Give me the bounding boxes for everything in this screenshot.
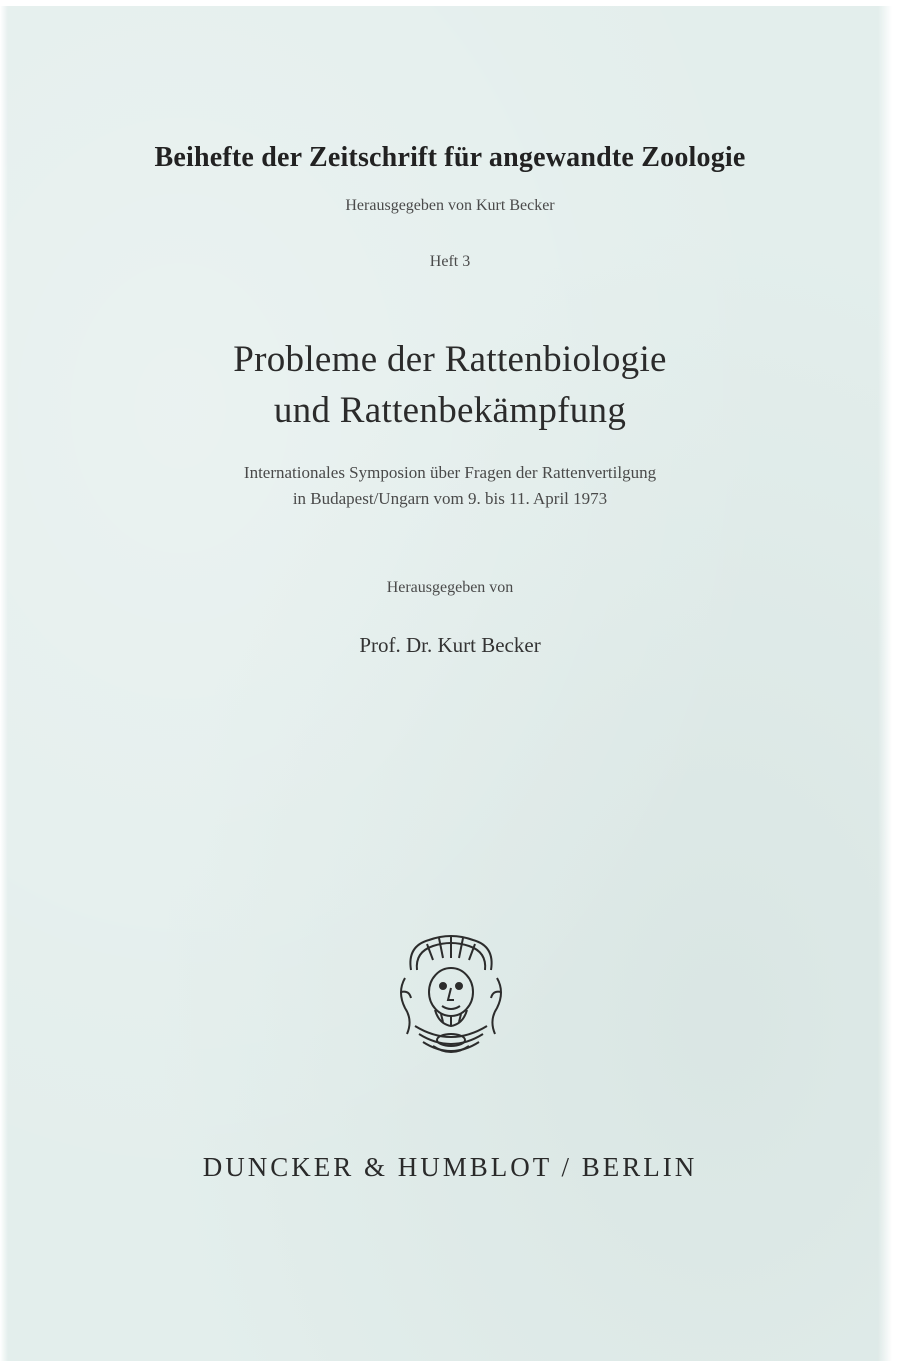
publisher-name: DUNCKER & HUMBLOT / BERLIN: [202, 1152, 698, 1182]
series-title: Beihefte der Zeitschrift für angewandte Zoologie: [154, 142, 746, 173]
scan-edge-top: [0, 0, 900, 6]
editor-name: Prof. Dr. Kurt Becker: [359, 633, 541, 657]
book-subtitle-line-1: Internationales Symposion über Fragen der Rattenvertilgung: [243, 463, 657, 482]
book-title-line-2: und Rattenbekämpfung: [273, 390, 627, 431]
issue-number: Heft 3: [429, 253, 471, 270]
publisher-emblem-icon: [393, 930, 509, 1062]
book-subtitle-line-2: in Budapest/Ungarn vom 9. bis 11. April 1973: [292, 489, 608, 508]
book-title-line-1: Probleme der Rattenbiologie: [233, 339, 667, 380]
series-editor: Herausgegeben von Kurt Becker: [345, 197, 555, 214]
edited-by-label: Herausgegeben von: [386, 579, 514, 596]
